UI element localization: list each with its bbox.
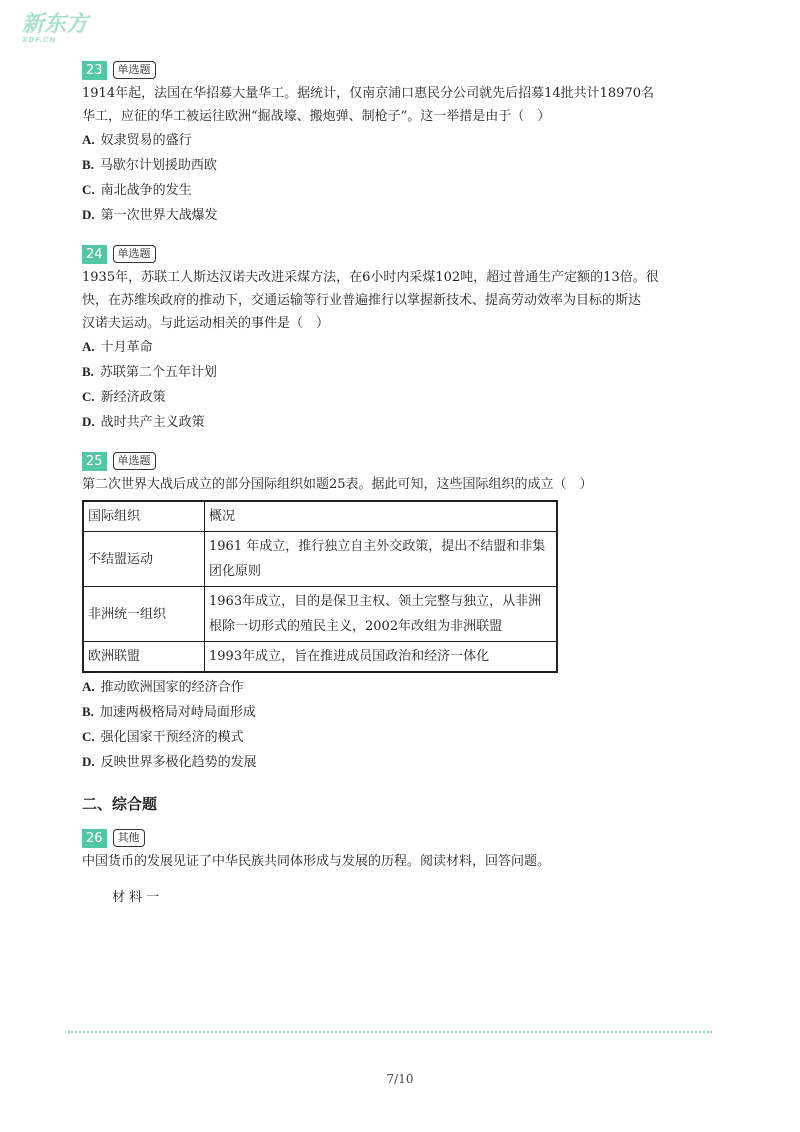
question-number: 25 [82, 452, 107, 471]
option-text: 马歇尔计划援助西欧 [99, 158, 217, 173]
question-number: 26 [82, 829, 107, 848]
option-letter: C. [82, 729, 95, 744]
question-type-badge: 单选题 [113, 245, 156, 263]
question-type-badge: 其他 [113, 829, 145, 847]
question-stem-line: 1935年，苏联工人斯达汉诺夫改进采煤方法，在6小时内采煤102吨，超过普通生产定额的13倍。很 [82, 270, 659, 285]
table-header-row [83, 501, 557, 532]
option-b[interactable] [82, 360, 702, 385]
option-letter: D. [82, 754, 95, 769]
option-c[interactable] [82, 725, 702, 750]
page-number: 7/10 [386, 1072, 414, 1086]
option-text: 反映世界多极化趋势的发展 [100, 755, 257, 770]
question-stem-line: 汉诺夫运动。与此运动相关的事件是（ ） [82, 316, 330, 331]
option-a[interactable] [82, 335, 702, 360]
option-d[interactable] [82, 750, 702, 775]
option-a[interactable] [82, 675, 702, 700]
question-number: 23 [82, 61, 107, 80]
option-letter: A. [82, 679, 95, 694]
option-letter: D. [82, 414, 95, 429]
table-cell: 1963年成立，目的是保卫主权、领土完整与独立，从非洲根除一切形式的殖民主义，2002年改组为非洲联盟 [205, 587, 558, 642]
logo-sub: XDF.CN [22, 36, 57, 44]
option-d[interactable] [82, 410, 702, 435]
table-row [83, 532, 557, 587]
question-stem-line: 华工，应征的华工被运往欧洲“掘战壕、搬炮弹、制枪子”。这一举措是由于（ ） [82, 109, 551, 124]
question-stem-line: 快，在苏维埃政府的推动下，交通运输等行业普遍推行以掌握新技术、提高劳动效率为目标的斯达 [82, 293, 642, 308]
question-24 [82, 244, 702, 435]
table-row [83, 587, 557, 642]
option-text: 第一次世界大战爆发 [100, 208, 218, 223]
xdf-logo [22, 14, 88, 44]
option-text: 新经济政策 [100, 390, 166, 405]
logo-main: 新东方 [22, 12, 89, 37]
option-c[interactable] [82, 385, 702, 410]
section-title: 二、综合题 [82, 795, 158, 813]
option-letter: A. [82, 339, 95, 354]
question-25 [82, 451, 702, 775]
option-b[interactable] [82, 700, 702, 725]
question-content [82, 60, 702, 926]
option-letter: B. [82, 157, 94, 172]
footer-divider [68, 1031, 712, 1033]
organizations-table [82, 500, 558, 673]
table-header-cell: 国际组织 [83, 501, 205, 532]
question-type-badge: 单选题 [113, 452, 156, 470]
option-letter: C. [82, 182, 95, 197]
option-b[interactable] [82, 153, 702, 178]
option-letter: D. [82, 207, 95, 222]
material-label: 材 料 一 [112, 890, 160, 905]
option-text: 苏联第二个五年计划 [99, 365, 217, 380]
option-text: 奴隶贸易的盛行 [100, 133, 192, 148]
table-cell: 1993年成立，旨在推进成员国政治和经济一体化 [205, 642, 558, 673]
option-text: 推动欧洲国家的经济合作 [100, 680, 244, 695]
question-number: 24 [82, 245, 107, 264]
option-letter: A. [82, 132, 95, 147]
question-23 [82, 60, 702, 228]
option-text: 南北战争的发生 [100, 183, 192, 198]
option-text: 强化国家干预经济的模式 [100, 730, 244, 745]
question-stem-line: 第二次世界大战后成立的部分国际组织如题25表。据此可知，这些国际组织的成立（ ） [82, 477, 593, 492]
table-cell: 不结盟运动 [83, 532, 205, 587]
option-text: 战时共产主义政策 [100, 415, 205, 430]
question-type-badge: 单选题 [113, 61, 156, 79]
question-26 [82, 828, 702, 910]
option-d[interactable] [82, 203, 702, 228]
table-cell: 1961 年成立，推行独立自主外交政策，提出不结盟和非集团化原则 [205, 532, 558, 587]
option-text: 十月革命 [100, 340, 153, 355]
question-stem-line: 1914年起，法国在华招募大量华工。据统计，仅南京浦口惠民分公司就先后招募14批共计18970名 [82, 86, 654, 101]
table-cell: 欧洲联盟 [83, 642, 205, 673]
option-letter: C. [82, 389, 95, 404]
table-cell: 非洲统一组织 [83, 587, 205, 642]
question-stem-line: 中国货币的发展见证了中华民族共同体形成与发展的历程。阅读材料，回答问题。 [82, 854, 551, 869]
option-c[interactable] [82, 178, 702, 203]
option-text: 加速两极格局对峙局面形成 [99, 705, 256, 720]
option-letter: B. [82, 704, 94, 719]
option-letter: B. [82, 364, 94, 379]
table-row [83, 642, 557, 673]
option-a[interactable] [82, 128, 702, 153]
table-header-cell: 概况 [205, 501, 558, 532]
